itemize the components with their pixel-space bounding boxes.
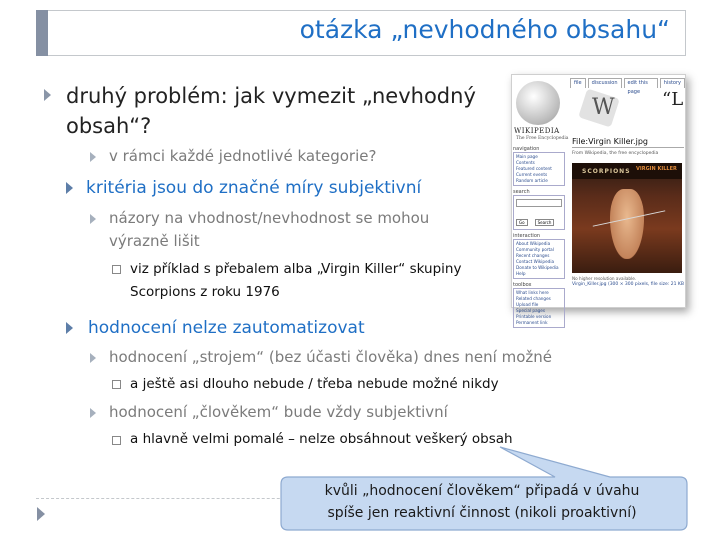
wiki-sidebar-item: About Wikipedia xyxy=(516,241,551,246)
puzzle-w-glyph: W xyxy=(592,95,615,120)
bullet-text-blue: kritéria jsou do značné míry subjektivní xyxy=(86,178,422,198)
wiki-search-button: Search xyxy=(535,219,555,226)
wiki-sidebar-item: Printable version xyxy=(516,314,552,319)
wiki-sidebar-heading: navigation xyxy=(513,146,540,152)
wiki-from-text: From Wikipedia, the free encyclopedia xyxy=(572,151,659,156)
callout-line: kvůli „hodnocení člověkem“ připadá v úvahu xyxy=(324,483,640,499)
wiki-sidebar-item: Help xyxy=(516,271,526,276)
wiki-sidebar-item: What links here xyxy=(516,290,549,295)
sub-sub-bullet-text: a ještě asi dlouho nebude / třeba nebude možné nikdy xyxy=(130,376,499,392)
bullet-text: obsah“? xyxy=(66,114,152,138)
sub-bullet-text: názory na vhodnost/nevhodnost se mohou xyxy=(109,209,430,227)
callout-line: spíše jen reaktivní činnost (nikoli proaktivní) xyxy=(327,505,637,521)
wikipedia-logo-name: WIKIPEDIA xyxy=(514,127,560,135)
bullet-text-blue: hodnocení nelze zautomatizovat xyxy=(88,318,365,338)
wiki-tab: file xyxy=(570,78,586,88)
sub-sub-bullet-text: Scorpions z roku 1976 xyxy=(130,284,280,300)
wiki-sidebar-item: Special pages xyxy=(516,308,546,313)
cover-band-logo: SCORPIONS xyxy=(582,168,631,175)
sub-sub-bullet-text: a hlavně velmi pomalé – nelze obsáhnout veškerý obsah xyxy=(130,431,513,447)
wiki-sidebar-item: Main page xyxy=(516,154,538,159)
wiki-sidebar-heading: interaction xyxy=(513,233,541,239)
wiki-resolution-note: No higher resolution available. xyxy=(572,276,637,281)
wiki-sidebar-item: Donate to Wikipedia xyxy=(516,265,559,270)
sub-bullet-text: výrazně lišit xyxy=(109,232,200,250)
wiki-page-title: File:Virgin Killer.jpg xyxy=(572,137,684,148)
sub-bullet-text: hodnocení „člověkem“ bude vždy subjektivní xyxy=(109,403,448,421)
wiki-quote-mark: “L xyxy=(662,89,684,110)
wiki-sidebar-item: Recent changes xyxy=(516,253,550,258)
wiki-tab: edit this page xyxy=(624,78,658,88)
wiki-sidebar-heading: toolbox xyxy=(513,282,532,288)
cover-title: VIRGIN KILLER xyxy=(636,166,677,172)
wiki-sidebar-item: Random article xyxy=(516,178,548,183)
wiki-sidebar-item: Upload file xyxy=(516,302,539,307)
wiki-sidebar-item: Community portal xyxy=(516,247,554,252)
callout-text xyxy=(278,480,686,524)
slide-title: otázka „nevhodného obsahu“ xyxy=(299,15,670,44)
bullet-text: druhý problém: jak vymezit „nevhodný xyxy=(66,84,476,108)
wiki-sidebar-item: Related changes xyxy=(516,296,551,301)
wiki-sidebar-item: Current events xyxy=(516,172,548,177)
wiki-go-button: Go xyxy=(516,219,528,226)
wiki-sidebar-item: Contact Wikipedia xyxy=(516,259,555,264)
wiki-tab: history xyxy=(660,78,685,88)
wikipedia-logo-sub: The Free Encyclopedia xyxy=(516,136,569,141)
wiki-sidebar-item: Permanent link xyxy=(516,320,548,325)
wiki-file-info: Virgin_Killer.jpg (300 × 300 pixels, file size: 21 KB xyxy=(572,282,684,287)
wiki-sidebar-heading: search xyxy=(513,189,530,195)
wiki-sidebar-item: Contents xyxy=(516,160,535,165)
sub-sub-bullet-text: viz příklad s přebalem alba „Virgin Killer“ skupiny xyxy=(130,261,462,277)
sub-bullet-text: hodnocení „strojem“ (bez účasti člověka) dnes není možné xyxy=(109,348,553,366)
wiki-sidebar-item: Featured content xyxy=(516,166,552,171)
wiki-tab: discussion xyxy=(588,78,622,88)
sub-bullet-text: v rámci každé jednotlivé kategorie? xyxy=(109,147,377,165)
